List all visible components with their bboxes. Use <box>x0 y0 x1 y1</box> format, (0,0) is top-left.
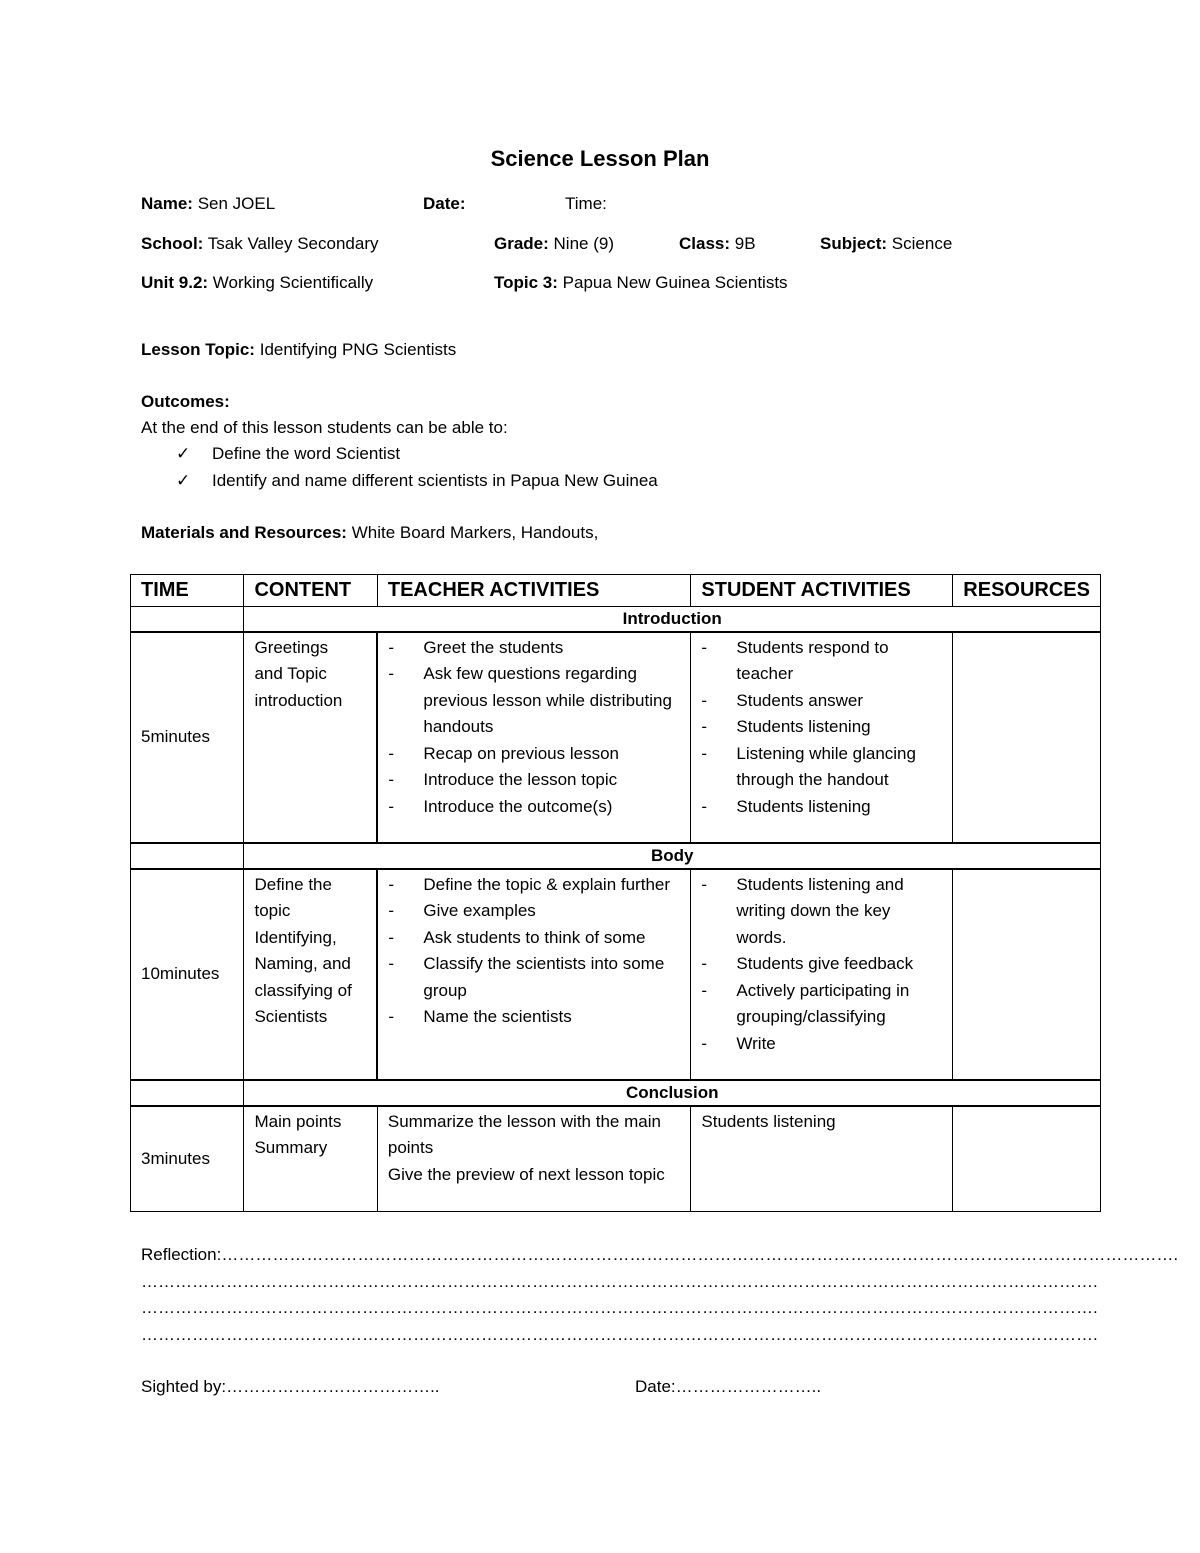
teacher-line: Summarize the lesson with the main points <box>387 1111 661 1157</box>
section-spacer <box>131 1080 244 1106</box>
section-title: Introduction <box>244 606 1101 632</box>
list-item: - Recap on previous lesson <box>388 741 680 768</box>
name-field <box>141 194 275 214</box>
subject-label: Subject: <box>820 234 888 253</box>
materials-value: White Board Markers, Handouts, <box>351 523 599 542</box>
name-value: Sen JOEL <box>197 194 276 213</box>
reflection-label: Reflection: <box>141 1245 222 1264</box>
materials-label: Materials and Resources: <box>141 523 347 542</box>
section-spacer <box>131 606 244 632</box>
content-line: Summary <box>254 1138 328 1157</box>
lesson-topic <box>141 340 456 360</box>
lesson-topic-value: Identifying PNG Scientists <box>259 340 457 359</box>
section-row-conclusion <box>131 1080 1101 1106</box>
list-item: - Students respond to teacher <box>701 635 942 688</box>
topic-value: Papua New Guinea Scientists <box>562 273 788 292</box>
header-content: CONTENT <box>244 575 377 607</box>
content-cell <box>244 869 377 1080</box>
list-item: - Students answer <box>701 688 942 715</box>
unit-field <box>141 273 373 293</box>
sighted-label: Sighted by: <box>141 1377 227 1396</box>
list-item: - Greet the students <box>388 635 680 662</box>
list-item: - Introduce the lesson topic <box>388 767 680 794</box>
list-item: - Students give feedback <box>701 951 942 978</box>
subject-field <box>820 234 952 254</box>
list-item: - Students listening <box>701 794 942 821</box>
list-item: - Actively participating in grouping/classifying <box>701 978 942 1031</box>
signoff-date-label: Date: <box>635 1377 676 1396</box>
student-activities-cell <box>691 869 953 1080</box>
school-value: Tsak Valley Secondary <box>207 234 379 253</box>
teacher-activities-cell <box>377 632 691 843</box>
checkmark-icon: ✓ <box>176 471 191 490</box>
content-line: Naming, and <box>254 954 351 973</box>
student-activities-cell: Students listening <box>691 1106 953 1212</box>
outcomes-label: Outcomes: <box>141 392 230 411</box>
sighted-by <box>141 1377 440 1397</box>
list-item: - Give examples <box>388 898 680 925</box>
content-line: introduction <box>254 690 343 710</box>
checkmark-icon: ✓ <box>176 444 191 463</box>
section-row-body <box>131 843 1101 869</box>
reflection-line: ……………………………………………………………………………………………………………………………………………………. <box>141 1272 1098 1291</box>
time-cell: 5minutes <box>131 632 244 843</box>
grade-label: Grade: <box>494 234 549 253</box>
lesson-plan-table <box>130 574 1101 1212</box>
sighted-dots: ……………………………….. <box>226 1377 440 1396</box>
content-line: Identifying, <box>254 927 337 947</box>
content-cell <box>244 632 377 843</box>
list-item: - Students listening and writing down the key words. <box>701 872 942 952</box>
header-teacher-activities: TEACHER ACTIVITIES <box>377 575 691 607</box>
date-label: Date: <box>423 194 466 213</box>
page-title: Science Lesson Plan <box>490 146 710 171</box>
reflection-line <box>141 1245 1179 1265</box>
subject-value: Science <box>891 234 953 253</box>
topic-label: Topic 3: <box>494 273 558 292</box>
content-line: Greetings <box>254 637 329 657</box>
list-item: - Define the topic & explain further <box>388 872 680 899</box>
content-line: and Topic <box>254 664 327 683</box>
topic-field <box>494 273 788 293</box>
content-line: Scientists <box>254 1007 328 1026</box>
content-line: Define the <box>254 874 332 894</box>
school-label: School: <box>141 234 204 253</box>
list-item: - Students listening <box>701 714 942 741</box>
list-item: - Classify the scientists into some group <box>388 951 680 1004</box>
header-time: TIME <box>131 575 244 607</box>
lesson-topic-label: Lesson Topic: <box>141 340 255 359</box>
class-value: 9B <box>734 234 756 253</box>
resources-cell <box>953 869 1101 1080</box>
signoff-date <box>635 1377 821 1397</box>
section-title: Body <box>244 843 1101 869</box>
section-title: Conclusion <box>244 1080 1101 1106</box>
time-cell: 10minutes <box>131 869 244 1080</box>
materials <box>141 523 598 543</box>
table-header-row <box>131 575 1101 607</box>
resources-cell <box>953 1106 1101 1212</box>
outcomes-intro: At the end of this lesson students can be able to: <box>141 418 508 437</box>
grade-field <box>494 234 614 254</box>
time-cell: 3minutes <box>131 1106 244 1212</box>
class-field <box>679 234 756 254</box>
content-line: topic <box>254 901 291 920</box>
reflection-line: ……………………………………………………………………………………………………………………………………………………. <box>141 1298 1098 1317</box>
section-row-introduction <box>131 606 1101 632</box>
school-field <box>141 234 378 254</box>
resources-cell <box>953 632 1101 843</box>
outcome-text: Identify and name different scientists in Papua New Guinea <box>212 471 658 490</box>
outcome-item <box>176 444 400 464</box>
list-item: - Name the scientists <box>388 1004 680 1031</box>
list-item: - Write <box>701 1031 942 1058</box>
student-activities-cell <box>691 632 953 843</box>
content-line: classifying of <box>254 980 352 1000</box>
teacher-activities-cell <box>377 869 691 1080</box>
class-label: Class: <box>679 234 731 253</box>
time-label: Time: <box>565 194 607 213</box>
teacher-activities-cell <box>377 1106 691 1212</box>
list-item: - Listening while glancing through the handout <box>701 741 942 794</box>
reflection-dots: ……………………………………………………………………………………………………………………………………………………. <box>221 1245 1179 1264</box>
unit-label: Unit 9.2: <box>141 273 209 292</box>
list-item: - Ask students to think of some <box>388 925 680 952</box>
header-student-activities: STUDENT ACTIVITIES <box>691 575 953 607</box>
outcome-item <box>176 471 658 491</box>
content-cell <box>244 1106 377 1212</box>
table-row <box>131 1106 1101 1212</box>
table-row <box>131 869 1101 1080</box>
list-item: - Introduce the outcome(s) <box>388 794 680 821</box>
list-item: - Ask few questions regarding previous lesson while distributing handouts <box>388 661 680 741</box>
section-spacer <box>131 843 244 869</box>
teacher-line: Give the preview of next lesson topic <box>387 1164 665 1184</box>
signoff-date-dots: …………………….. <box>675 1377 822 1396</box>
outcome-text: Define the word Scientist <box>212 444 401 463</box>
grade-value: Nine (9) <box>553 234 614 253</box>
header-resources: RESOURCES <box>953 575 1101 607</box>
reflection-line: ……………………………………………………………………………………………………………………………………………………. <box>141 1325 1098 1344</box>
content-line: Main points <box>254 1111 342 1131</box>
table-row <box>131 632 1101 843</box>
name-label: Name: <box>141 194 193 213</box>
unit-value: Working Scientifically <box>212 273 374 292</box>
